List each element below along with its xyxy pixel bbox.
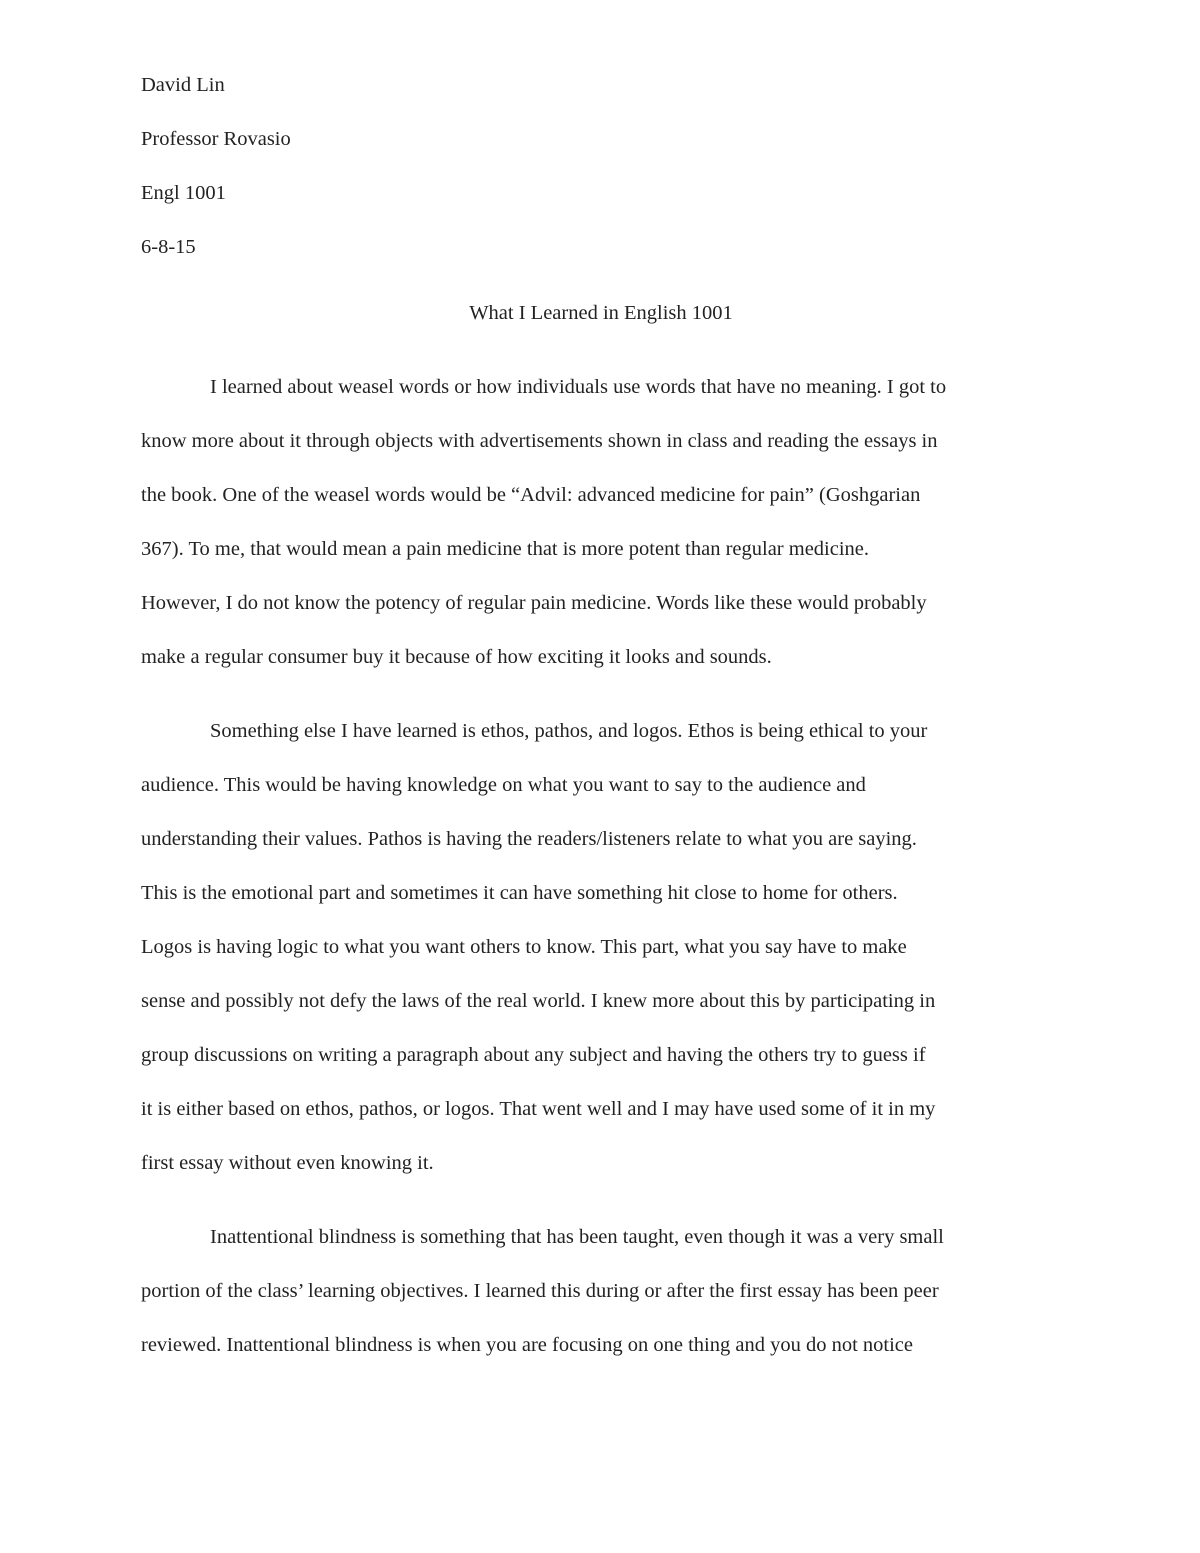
paragraph-line: first essay without even knowing it. [141, 1152, 434, 1174]
paragraph-line: the book. One of the weasel words would be “Advil: advanced medicine for pain” (Goshgarian [141, 484, 921, 506]
student-name: David Lin [141, 74, 225, 96]
paragraph-ethos-pathos-logos [141, 704, 1061, 1190]
document-body [141, 58, 1061, 1372]
paragraph-line: audience. This would be having knowledge on what you want to say to the audience and [141, 774, 866, 796]
paragraph-line: Inattentional blindness is something that has been taught, even though it was a very small [210, 1226, 944, 1248]
paragraph-line: Logos is having logic to what you want others to know. This part, what you say have to make [141, 936, 907, 958]
paragraph-line: it is either based on ethos, pathos, or logos. That went well and I may have used some of it in my [141, 1098, 936, 1120]
paragraph-line: sense and possibly not defy the laws of the real world. I knew more about this by participating in [141, 990, 936, 1012]
paragraph-line: Something else I have learned is ethos, pathos, and logos. Ethos is being ethical to your [210, 720, 928, 742]
paragraph-line: portion of the class’ learning objectives. I learned this during or after the first essay has been peer [141, 1280, 939, 1302]
paragraph-line: know more about it through objects with advertisements shown in class and reading the essays in [141, 430, 938, 452]
paragraph-line: make a regular consumer buy it because of how exciting it looks and sounds. [141, 646, 772, 668]
paragraph-inattentional-blindness [141, 1210, 1061, 1372]
paragraph-line: group discussions on writing a paragraph about any subject and having the others try to guess if [141, 1044, 926, 1066]
paragraph-line: However, I do not know the potency of regular pain medicine. Words like these would probably [141, 592, 927, 614]
essay-title: What I Learned in English 1001 [469, 302, 733, 324]
paragraph-line: This is the emotional part and sometimes it can have something hit close to home for others. [141, 882, 898, 904]
professor-name: Professor Rovasio [141, 128, 291, 150]
paragraph-line: 367). To me, that would mean a pain medicine that is more potent than regular medicine. [141, 538, 870, 560]
paragraph-line: understanding their values. Pathos is having the readers/listeners relate to what you are saying. [141, 828, 917, 850]
paragraph-line: reviewed. Inattentional blindness is when you are focusing on one thing and you do not notice [141, 1334, 913, 1356]
paragraph-line: I learned about weasel words or how individuals use words that have no meaning. I got to [210, 376, 947, 398]
assignment-date: 6-8-15 [141, 236, 196, 258]
course-name: Engl 1001 [141, 182, 226, 204]
paragraph-weasel-words [141, 360, 1061, 684]
